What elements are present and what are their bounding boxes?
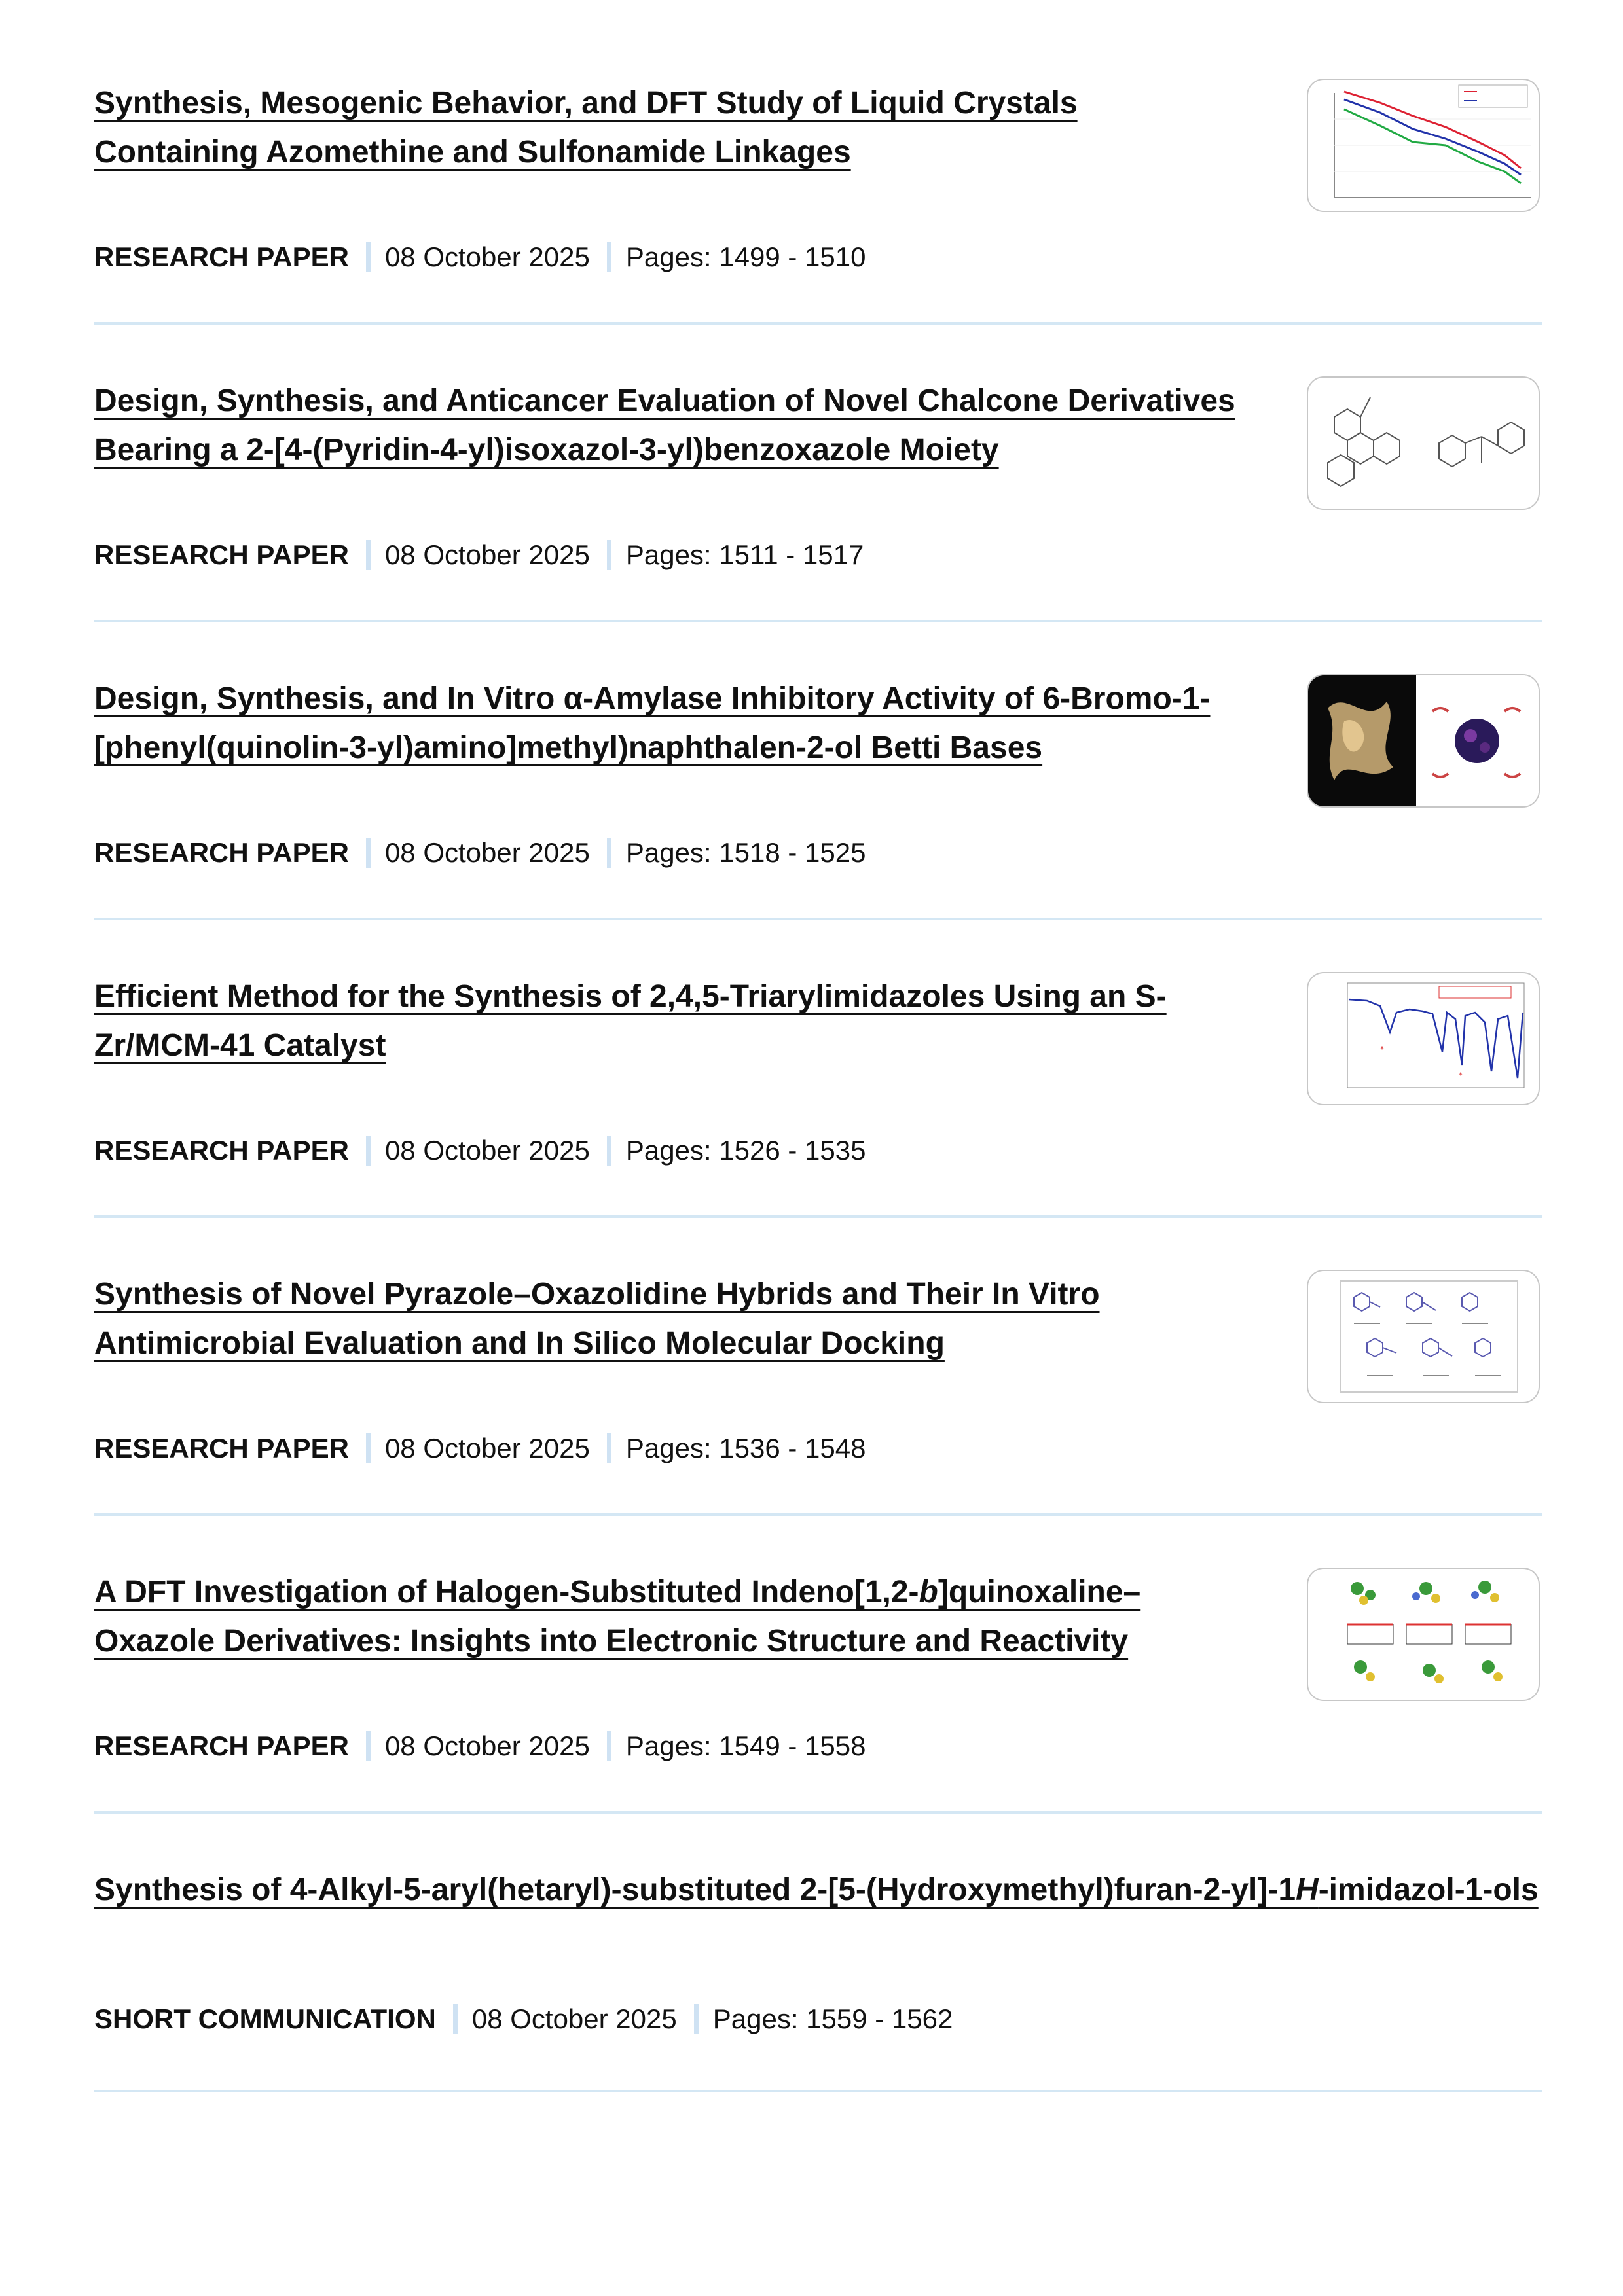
article-title-wrap — [94, 674, 1247, 772]
meta-separator — [607, 1731, 611, 1761]
article-meta — [94, 1131, 866, 1170]
article-title-link[interactable]: Synthesis of Novel Pyrazole–Oxazolidine Hybrids and Their In Vitro Antimicrobial Evaluation and In Silico Molecular Docking — [94, 1277, 1100, 1361]
article-title-link[interactable]: Design, Synthesis, and In Vitro α-Amylase Inhibitory Activity of 6-Bromo-1-[phenyl(quinolin-3-yl)amino]methyl)naphthalen-2-ol Betti Bases — [94, 681, 1211, 765]
meta-separator — [607, 838, 611, 868]
article-meta — [94, 833, 866, 872]
molecule-grid-thumbnail[interactable] — [1307, 1270, 1540, 1403]
article-divider — [94, 2090, 1542, 2092]
article-type: RESEARCH PAPER — [94, 1135, 349, 1166]
article-date: 08 October 2025 — [384, 837, 590, 868]
protein-docking-thumbnail[interactable] — [1307, 674, 1540, 808]
article-meta — [94, 2000, 953, 2039]
article-pages: Pages: 1526 - 1535 — [625, 1135, 866, 1166]
article-type: RESEARCH PAPER — [94, 539, 349, 570]
spectrum-icon — [1308, 973, 1539, 1104]
article-meta — [94, 1727, 866, 1766]
orbital-diagram-thumbnail[interactable] — [1307, 1568, 1540, 1701]
meta-separator — [366, 540, 371, 570]
svg-text:*: * — [1459, 1071, 1463, 1080]
article-type: RESEARCH PAPER — [94, 1731, 349, 1761]
meta-separator — [366, 1136, 371, 1166]
article-date: 08 October 2025 — [384, 1731, 590, 1761]
article-divider — [94, 1811, 1542, 1814]
line-chart-thumbnail[interactable] — [1307, 79, 1540, 212]
article-meta — [94, 1429, 866, 1468]
article-type: SHORT COMMUNICATION — [94, 2003, 436, 2034]
article-type: RESEARCH PAPER — [94, 242, 349, 272]
article-date: 08 October 2025 — [384, 1135, 590, 1166]
article-title-wrap — [94, 1270, 1247, 1368]
meta-separator — [366, 242, 371, 272]
article-date: 08 October 2025 — [384, 242, 590, 272]
meta-separator — [366, 1433, 371, 1463]
article-title-link[interactable]: Efficient Method for the Synthesis of 2,4,5-Triarylimidazoles Using an S-Zr/MCM-41 Catalyst — [94, 979, 1167, 1063]
orbital-diagram-icon — [1308, 1569, 1539, 1700]
article-title-wrap — [94, 79, 1247, 177]
article-title-link[interactable]: Design, Synthesis, and Anticancer Evaluation of Novel Chalcone Derivatives Bearing a 2-[4-(Pyridin-4-yl)isoxazol-3-yl)benzoxazole Moiety — [94, 384, 1235, 467]
article-pages: Pages: 1549 - 1558 — [625, 1731, 866, 1761]
article-pages: Pages: 1536 - 1548 — [625, 1433, 866, 1463]
article-pages: Pages: 1559 - 1562 — [712, 2003, 953, 2034]
line-chart-icon — [1308, 80, 1539, 211]
article-title-wrap — [94, 972, 1247, 1070]
meta-separator — [366, 1731, 371, 1761]
meta-separator — [607, 540, 611, 570]
spectrum-thumbnail[interactable] — [1307, 972, 1540, 1105]
article-date: 08 October 2025 — [384, 539, 590, 570]
meta-separator — [366, 838, 371, 868]
article-title-wrap — [94, 1568, 1247, 1666]
article-title-link[interactable]: A DFT Investigation of Halogen-Substituted Indeno[1,2-b]quinoxaline–Oxazole Derivatives: Insights into Electronic Structure and Reactivity — [94, 1575, 1141, 1659]
article-title-link[interactable]: Synthesis of 4-Alkyl-5-aryl(hetaryl)-substituted 2-[5-(Hydroxymethyl)furan-2-yl]-1H-imidazol-1-ols — [94, 1873, 1539, 1907]
meta-separator — [607, 1136, 611, 1166]
article-divider — [94, 620, 1542, 622]
meta-separator — [453, 2004, 458, 2034]
article-divider — [94, 1513, 1542, 1516]
article-divider — [94, 1215, 1542, 1218]
molecule-grid-icon — [1308, 1271, 1539, 1402]
meta-separator — [607, 242, 611, 272]
article-date: 08 October 2025 — [384, 1433, 590, 1463]
svg-text:*: * — [1380, 1045, 1384, 1054]
article-date: 08 October 2025 — [471, 2003, 677, 2034]
article-type: RESEARCH PAPER — [94, 1433, 349, 1463]
meta-separator — [607, 1433, 611, 1463]
article-title-wrap — [94, 1865, 1542, 1914]
meta-separator — [694, 2004, 699, 2034]
chemical-structure-thumbnail[interactable] — [1307, 376, 1540, 510]
article-title-wrap — [94, 376, 1247, 475]
article-divider — [94, 322, 1542, 325]
article-pages: Pages: 1511 - 1517 — [625, 539, 864, 570]
article-meta — [94, 238, 866, 277]
article-title-link[interactable]: Synthesis, Mesogenic Behavior, and DFT Study of Liquid Crystals Containing Azomethine and Sulfonamide Linkages — [94, 86, 1078, 170]
article-type: RESEARCH PAPER — [94, 837, 349, 868]
article-pages: Pages: 1518 - 1525 — [625, 837, 866, 868]
article-pages: Pages: 1499 - 1510 — [625, 242, 866, 272]
article-meta — [94, 535, 864, 575]
chemical-structure-icon — [1308, 378, 1539, 509]
protein-docking-icon — [1308, 675, 1539, 806]
article-divider — [94, 918, 1542, 920]
